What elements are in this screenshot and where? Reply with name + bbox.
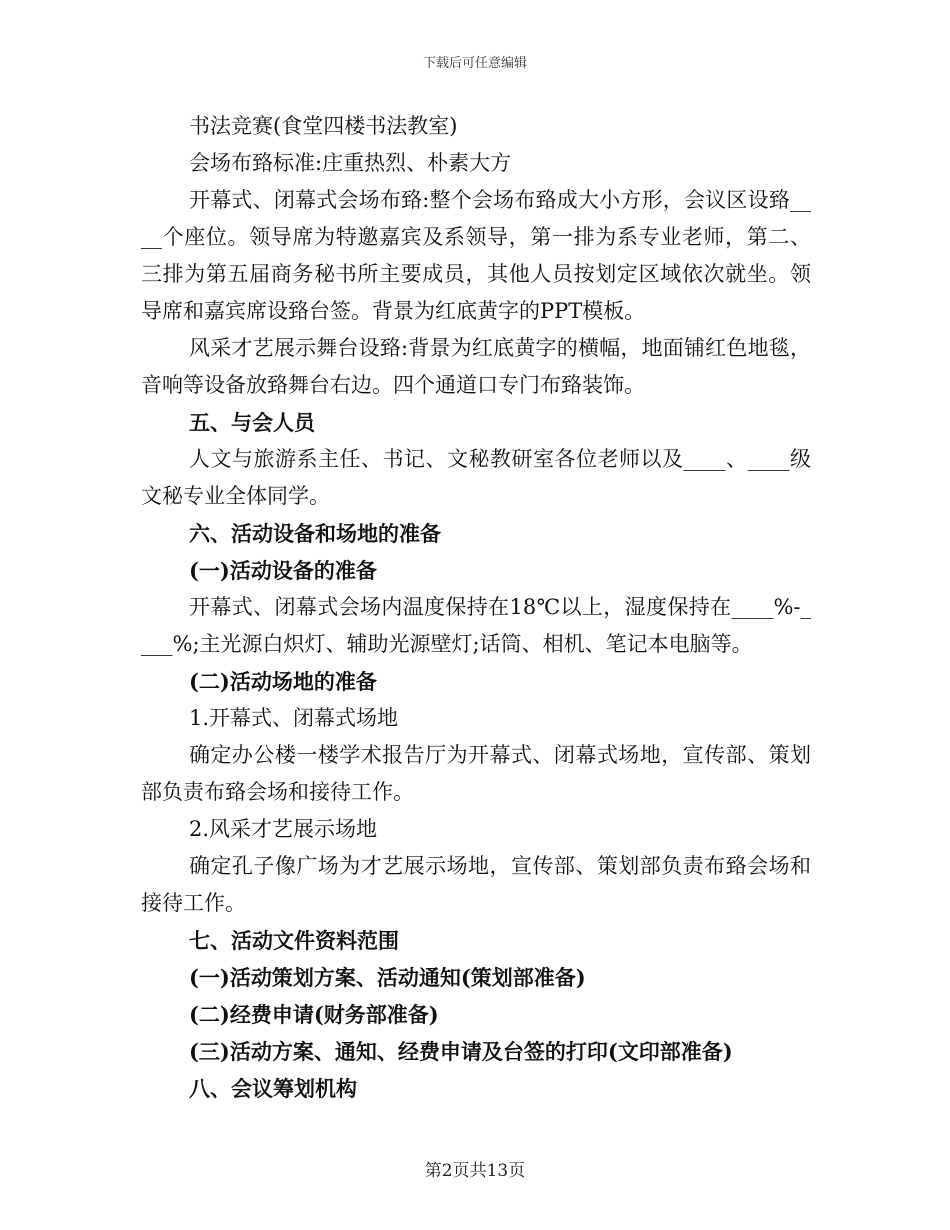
paragraph-venue-standard: 会场布臵标准:庄重热烈、朴素大方 [189,151,512,175]
heading-attendees: 五、与会人员 [189,410,315,435]
subheading-documents-3: (三)活动方案、通知、经费申请及台签的打印(文印部准备) [189,1039,733,1064]
paragraph-venue-item-1: 1.开幕式、闭幕式场地 [189,706,399,730]
paragraph-equipment: 开幕式、闭幕式会场内温度保持在18℃以上，湿度保持在____%-____%;主光源白炽灯、辅助光源壁灯;话筒、相机、笔记本电脑等。 [141,595,811,656]
subheading-documents-2: (二)经费申请(财务部准备) [189,1002,439,1027]
page-header: 下载后可任意编辑 [422,56,527,71]
subheading-equipment: (一)活动设备的准备 [189,558,377,583]
paragraph-ceremony-layout: 开幕式、闭幕式会场布臵:整个会场布臵成大小方形，会议区设臵____个座位。领导席为特邀嘉宾及系领导，第一排为系专业老师，第二、三排为第五届商务秘书所主要成员，其他人员按划定区域依次就坐。领导席和嘉宾席设臵台签。背景为红底黄字的PPT模板。 [141,188,811,323]
heading-equipment-venue: 六、活动设备和场地的准备 [189,521,441,546]
heading-documents: 七、活动文件资料范围 [189,928,399,953]
paragraph-venue-square: 确定孔子像广场为才艺展示场地，宣传部、策划部负责布臵会场和接待工作。 [141,854,811,915]
paragraph-calligraphy-contest: 书法竞赛(食堂四楼书法教室) [189,114,458,138]
page-footer: 第2页共13页 [424,1161,526,1181]
paragraph-venue-hall: 确定办公楼一楼学术报告厅为开幕式、闭幕式场地，宣传部、策划部负责布臵会场和接待工作。 [141,743,811,804]
subheading-venue: (二)活动场地的准备 [189,669,377,694]
heading-organization: 八、会议筹划机构 [189,1076,357,1101]
document-body [141,108,811,1107]
paragraph-stage-setup: 风采才艺展示舞台设臵:背景为红底黄字的横幅，地面铺红色地毯，音响等设备放臵舞台右边。四个通道口专门布臵装饰。 [141,336,811,397]
subheading-documents-1: (一)活动策划方案、活动通知(策划部准备) [189,965,586,990]
paragraph-venue-item-2: 2.风采才艺展示场地 [189,817,378,841]
paragraph-attendees: 人文与旅游系主任、书记、文秘教研室各位老师以及____、____级文秘专业全体同学。 [141,447,811,508]
